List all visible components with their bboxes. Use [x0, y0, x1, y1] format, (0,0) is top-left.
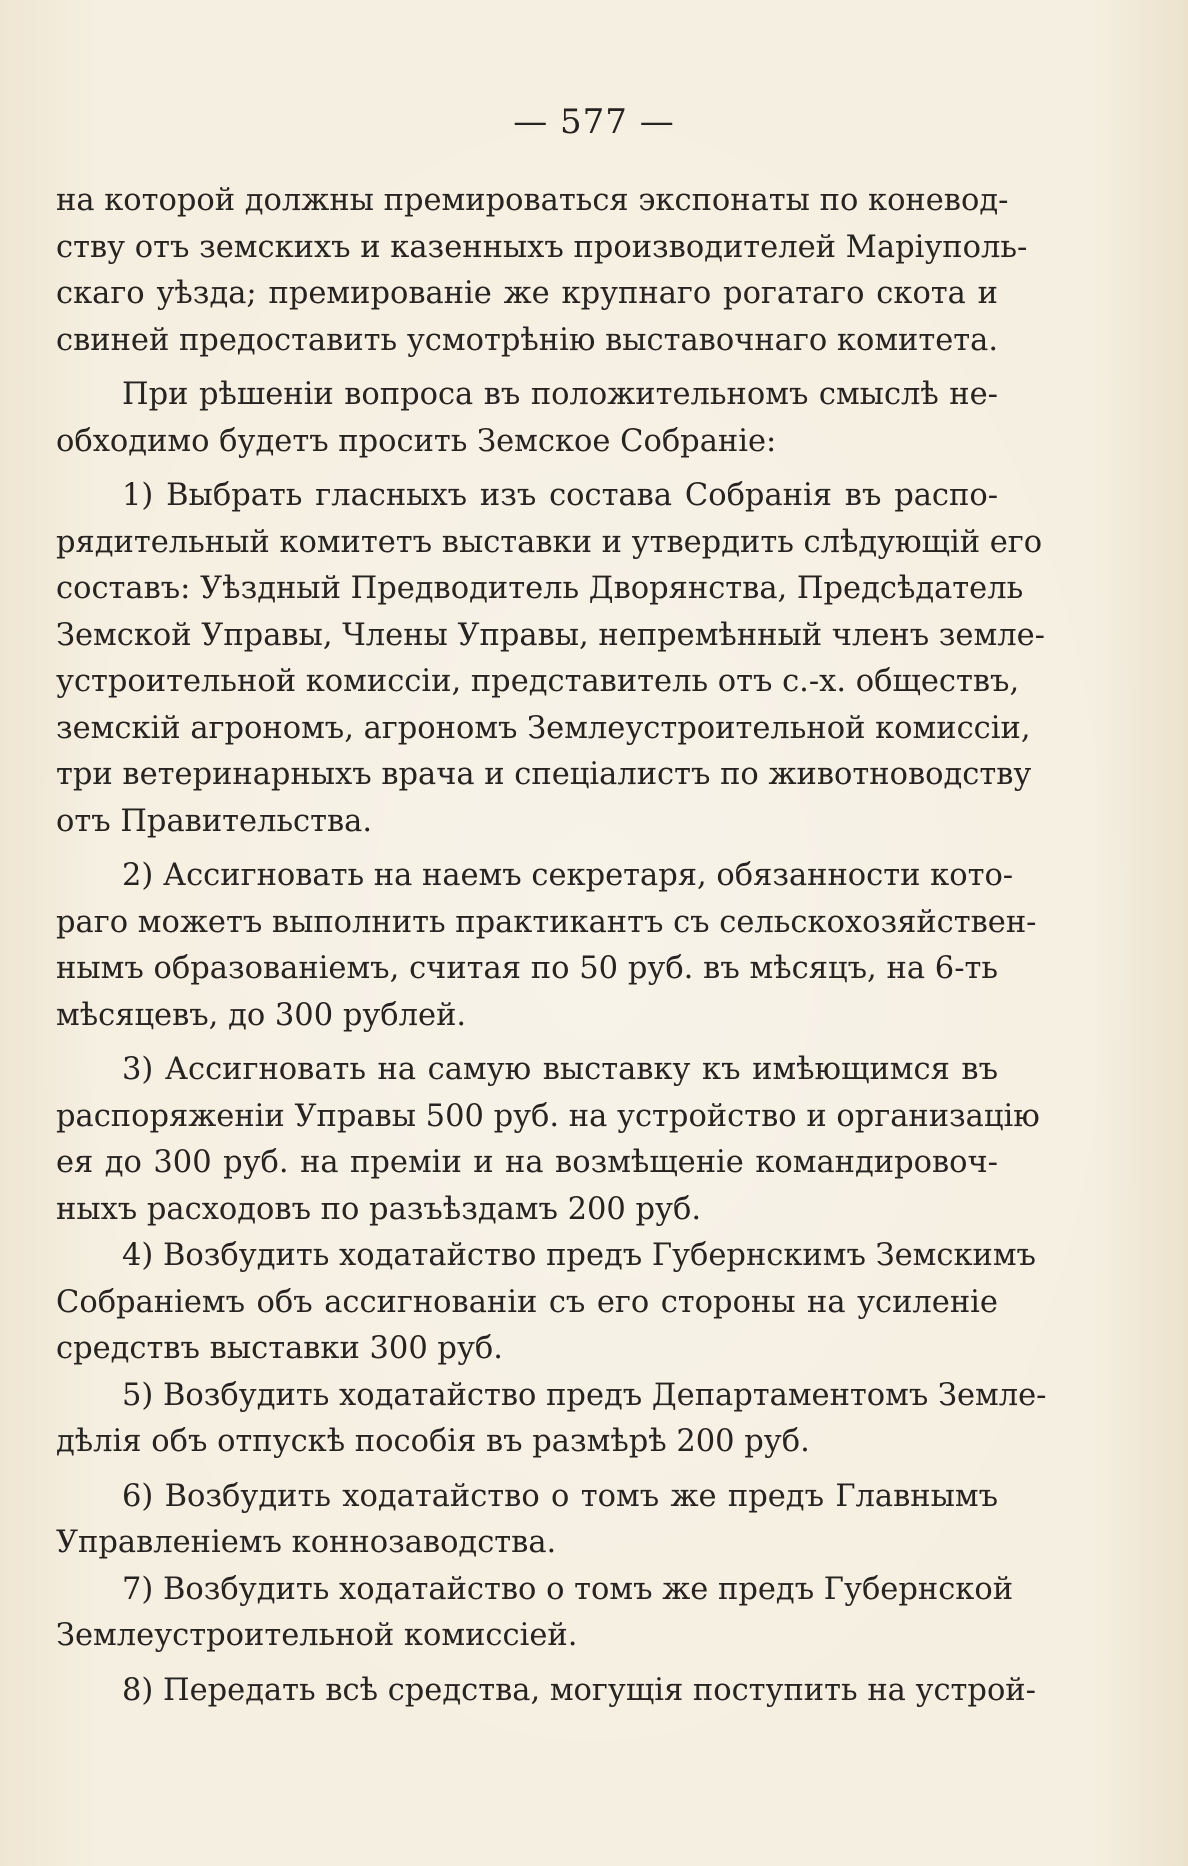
- text-line: мѣсяцевъ, до 300 рублей.: [56, 997, 467, 1033]
- text-line: 1) Выбрать гласныхъ изъ состава Собранія въ распо-: [122, 478, 998, 513]
- text-line: на которой должны премироваться экспонаты по коневод-: [56, 183, 1009, 218]
- text-line: Собраніемъ объ ассигнованіи съ его стороны на усиленіе: [56, 1284, 998, 1320]
- text-line: 3) Ассигновать на самую выставку къ имѣющимся въ: [122, 1052, 998, 1087]
- text-line: ея до 300 руб. на преміи и на возмѣщеніе командировоч-: [56, 1145, 998, 1180]
- text-line: 5) Возбудить ходатайство предъ Департаментомъ Земле-: [122, 1377, 1047, 1413]
- text-line: 7) Возбудить ходатайство о томъ же предъ Губернской: [122, 1571, 1014, 1607]
- text-line: обходимо будетъ просить Земское Собраніе:: [56, 423, 777, 459]
- text-line: свиней предоставить усмотрѣнію выставочнаго комитета.: [56, 322, 999, 358]
- text-line: земскій агрономъ, агрономъ Землеустроительной комиссіи,: [56, 710, 1031, 746]
- text-line: ныхъ расходовъ по разъѣздамъ 200 руб.: [56, 1191, 702, 1227]
- text-line: 6) Возбудить ходатайство о томъ же предъ Главнымъ: [122, 1478, 998, 1514]
- text-line: три ветеринарныхъ врача и спеціалистъ по животноводству: [56, 757, 1032, 792]
- text-line: рядительный комитетъ выставки и утвердить слѣдующій его: [56, 524, 1043, 560]
- text-line: нымъ образованіемъ, считая по 50 руб. въ мѣсяцъ, на 6-ть: [56, 951, 998, 986]
- text-line: 8) Передать всѣ средства, могущія поступить на устрой-: [122, 1672, 1036, 1708]
- text-line: скаго уѣзда; премированіе же крупнаго рогатаго скота и: [56, 276, 998, 311]
- text-line: средствъ выставки 300 руб.: [56, 1331, 503, 1366]
- text-line: распоряженіи Управы 500 руб. на устройство и организацію: [56, 1098, 1040, 1134]
- text-line: отъ Правительства.: [56, 803, 373, 839]
- text-line: 4) Возбудить ходатайство предъ Губернскимъ Земскимъ: [122, 1238, 1036, 1273]
- body-text: [56, 178, 1047, 1714]
- text-line: При рѣшеніи вопроса въ положительномъ смыслѣ не-: [122, 377, 998, 412]
- text-line: Землеустроительной комиссіей.: [56, 1618, 578, 1653]
- text-line: дѣлія объ отпускѣ пособія въ размѣрѣ 200 руб.: [56, 1424, 810, 1459]
- text-line: Управленіемъ коннозаводства.: [56, 1525, 557, 1560]
- page-number: — 577 —: [513, 102, 675, 142]
- text-line: ству отъ земскихъ и казенныхъ производителей Маріуполь-: [56, 229, 1028, 265]
- text-line: раго можетъ выполнить практикантъ съ сельскохозяйствен-: [56, 904, 1037, 940]
- text-line: устроительной комиссіи, представитель отъ с.-х. обществъ,: [56, 664, 1020, 699]
- text-line: составъ: Уѣздный Предводитель Дворянства, Предсѣдатель: [56, 571, 1024, 606]
- text-line: 2) Ассигновать на наемъ секретаря, обязанности кото-: [122, 858, 1014, 893]
- text-line: Земской Управы, Члены Управы, непремѣнный членъ земле-: [56, 617, 1045, 653]
